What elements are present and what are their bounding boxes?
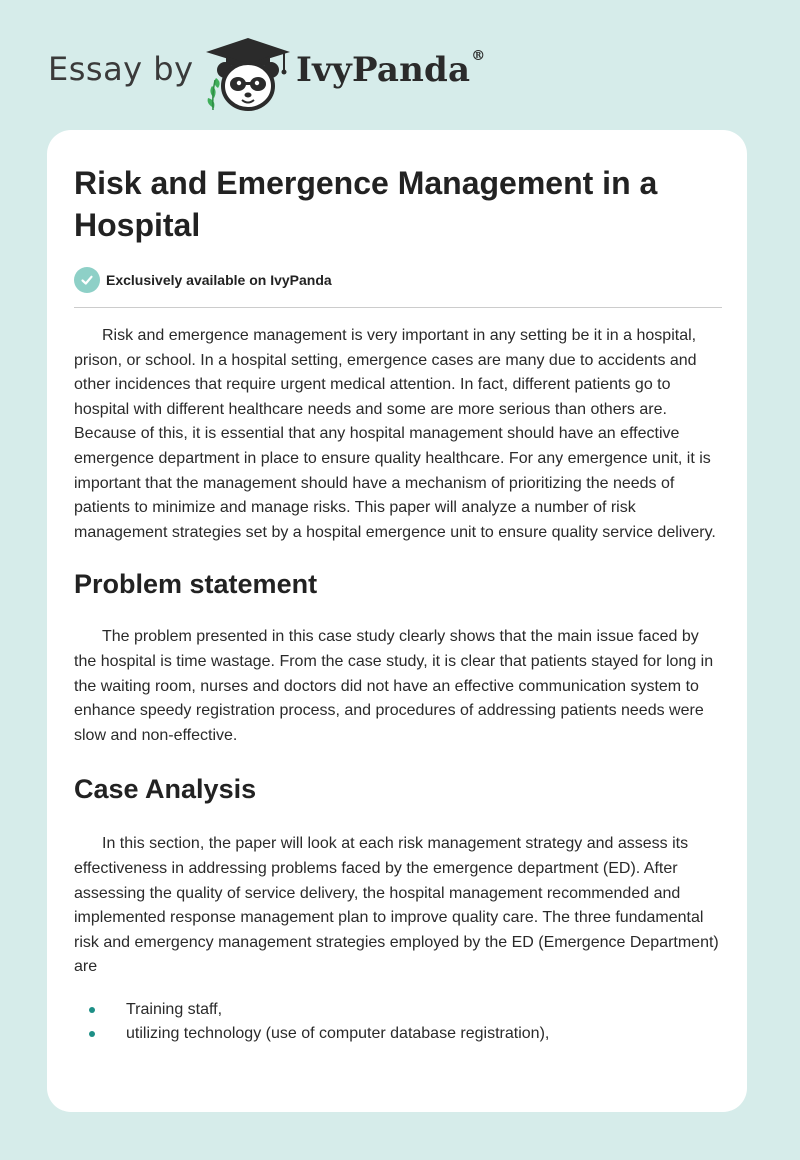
essay-title: Risk and Emergence Management in a Hospital bbox=[74, 165, 658, 243]
heading-case-analysis: Case Analysis bbox=[74, 774, 257, 805]
strategy-list bbox=[74, 998, 722, 1047]
essay-by-label: Essay by bbox=[48, 50, 194, 88]
intro-paragraph: Risk and emergence management is very important in any setting be it in a hospital, prison, or school. In a hospital setting, emergence cases are many due to accidents and other incidences that require urgent medical attention. In fact, different patients go to hospital with different healthcare needs and some are more serious than others are. Because of this, it is essential that any hospital management should have an effective emergence department in place to ensure quality healthcare. For any emergence unit, it is important that the management should have a mechanism of prioritizing the needs of patients to minimize and manage risks. This paper will analyze a number of risk management strategies set by a hospital emergence unit to ensure quality service delivery. bbox=[74, 327, 716, 541]
essay-card bbox=[47, 130, 747, 1112]
divider bbox=[74, 307, 722, 308]
panda-logo-icon[interactable] bbox=[198, 34, 294, 114]
essay-content bbox=[74, 162, 722, 1047]
list-item-text: Training staff, bbox=[126, 1000, 223, 1018]
problem-paragraph: The problem presented in this case study clearly shows that the main issue faced by the hospital is time wastage. From the case study, it is clear that patients stayed for long in the waiting room, nurses and doctors did not have an effective communication system to enhance speedy registration process, and procedures of addressing patients needs were slow and non-effective. bbox=[74, 628, 714, 744]
check-icon bbox=[74, 267, 100, 293]
brand-name[interactable]: IvyPanda® bbox=[296, 48, 486, 90]
bullet-icon bbox=[89, 1007, 95, 1013]
site-header bbox=[0, 0, 800, 130]
exclusive-label: Exclusively available on IvyPanda bbox=[106, 272, 332, 288]
analysis-paragraph: In this section, the paper will look at each risk management strategy and assess its effectiveness in addressing problems faced by the emergence department (ED). After assessing the quality of service delivery, the hospital management recommended and implemented response management plan to improve quality care. The three fundamental risk and emergency management strategies employed by the ED (Emergence Department) are bbox=[74, 835, 719, 976]
bullet-icon bbox=[89, 1031, 95, 1037]
registered-mark: ® bbox=[471, 48, 486, 64]
exclusive-badge bbox=[74, 266, 722, 294]
list-item-text: utilizing technology (use of computer database registration), bbox=[126, 1025, 550, 1043]
list-item bbox=[74, 1022, 722, 1047]
list-item bbox=[74, 998, 722, 1023]
heading-problem-statement: Problem statement bbox=[74, 569, 318, 600]
